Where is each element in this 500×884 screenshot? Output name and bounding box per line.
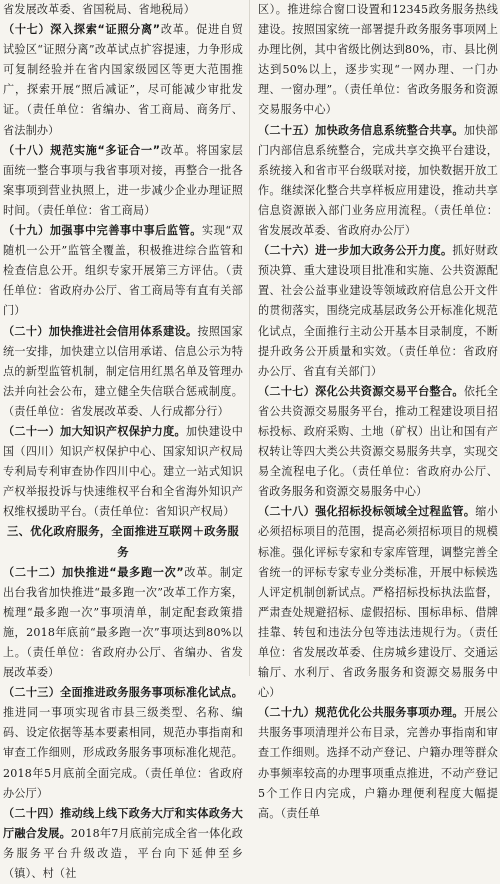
item-29-heading: （二十九）规范优化公共服务事项办理。 — [258, 706, 464, 720]
item-27-heading: （二十七）深化公共资源交易平台整合。 — [258, 384, 464, 398]
item-19-body: 实现“双随机一公开”监管全覆盖，积极推进综合监管和检查信息公开。组织专家开展第三方评估。（责任单位：省政府办公厅、省工商局等有直有关部门） — [3, 224, 243, 318]
item-29-body: 开展公共服务事项清理并公布目录，完善办事指南和审查工作细则。选择不动产登记、户籍办理等群众办事频率较高的办理事项重点推进，不动产登记5个工作日内完成，户籍办理便利程度大幅提高。（责任单 — [258, 706, 498, 820]
paragraph-item-18 — [3, 141, 243, 221]
paragraph-item-24 — [3, 804, 243, 884]
right-column — [258, 0, 498, 820]
item-20-heading: （二十）加快推进社会信用体系建设。 — [3, 324, 198, 338]
paragraph-item-22 — [3, 563, 243, 684]
paragraph-item-17 — [3, 20, 243, 141]
paragraph-item-26 — [258, 241, 498, 382]
item-18-body: 改革。将国家层面统一整合事项与我省事项对接，再整合一批各案事项到营业执照上，进一步减少企业办理证照时间。（责任单位：省工商局） — [3, 143, 244, 217]
item-21-body: 加快建设中国（四川）知识产权保护中心、国家知识产权局专利局专利审查协作四川中心。建立一站式知识产权举报投诉与快速维权平台和全省海外知识产权维权援助平台。（责任单位：省知识产权局） — [3, 424, 243, 519]
item-23-body: 推进同一事项实现省市县三级类型、名称、编码、设定依据等基本要素相同，规范办事指南和审查工作细则，形成政务服务事项标准化规范。2018年5月底前全面完成。（责任单位：省政府办公厅） — [3, 706, 243, 800]
item-21-heading: （二十一）加大知识产权保护力度。 — [3, 424, 186, 438]
item-19-heading: （十九）加强事中完善事中事后监管。 — [3, 224, 202, 238]
item-28-heading: （二十八）强化招标投标领域全过程监管。 — [258, 505, 476, 519]
paragraph-item-28 — [258, 502, 498, 703]
item-25-body: 加快部门内部信息系统整合，完成共享交换平台建设，系统接入和省市平台级联对接，加快数据开放工作。继续深化整合共享样板应用建设，推动共享信息资源嵌入部门业务应用流程。（责任单位：省发展改革委、省政府办公厅） — [258, 123, 498, 238]
item-24-body: 2018年7月底前完成全省一体化政务服务平台升级改造，平台向下延伸至乡（镇）、村（社 — [3, 826, 244, 881]
item-25-heading: （二十五）加快政务信息系统整合共享。 — [258, 123, 464, 137]
paragraph-item-25 — [258, 121, 498, 242]
item-17-heading: （十七）深入探索“证照分离” — [3, 23, 161, 37]
paragraph-continuation: 省发展改革委、省国税局、省地税局） — [3, 3, 195, 16]
paragraph-item-21 — [3, 422, 243, 522]
item-23-heading: （二十三）全面推进政务服务事项标准化试点。 — [3, 686, 243, 700]
paragraph-item-27 — [258, 382, 498, 503]
item-22-heading: （二十二）加快推进“最多跑一次” — [3, 565, 184, 579]
item-26-heading: （二十六）进一步加大政务公开力度。 — [258, 244, 453, 258]
item-17-body: 改革。促进自贸试验区“证照分离”改革试点扩容提速，力争形成可复制经验并在省内国家级园区等更大范围推广，探索开展“照后减证”，尽可能减少审批发证。（责任单位：省编办、省工商局、商务厅、省法制办） — [3, 23, 244, 137]
section-heading-3: 三、优化政府服务，全面推进互联网＋政务服务 — [7, 525, 239, 559]
paragraph-item-20 — [3, 322, 243, 422]
paragraph-item-24-continued: 区）。推进综合窗口设置和12345政务服务热线建设。按照国家统一部署提升政务服务事项网上办理比例，其中省级比例达到80%，市、县比例达到50%以上，逐步实现“一网办理、一门办理、一窗办理”。（责任单位：省政务服务和资源交易服务中心） — [258, 3, 498, 117]
item-28-body: 缩小必须招标项目的范围，提高必须招标项目的规模标准。强化评标专家和专家库管理，调整完善全省统一的评标专家专业分类标准，开展中标候选人评定机制创新试点。严格招标投标执法监督，严肃查处规避招标、虚假招标、围标串标、借牌挂靠、转包和违法分包等违法违规行为。（责任单位：省发展改革委、住房城乡建设厅、交通运输厅、水利厅、省政务服务和资源交易服务中心） — [258, 505, 498, 700]
item-27-body: 依托全省公共资源交易服务平台，推动工程建设项目招标投标、政府采购、土地（矿权）出让和国有产权转让等四大类公共资源交易服务共享，实现交易全流程电子化。（责任单位：省政府办公厅、省政务服务和资源交易服务中心） — [258, 384, 498, 499]
paragraph-item-23 — [3, 683, 243, 804]
left-column — [3, 0, 244, 881]
item-20-body: 按照国家统一安排，加快建立以信用承诺、信息公示为特点的新型监管机制，制定信用红黑名单及管理办法并向社会公布，建立健全失信联合惩戒制度。（责任单位：省发展改革委、人行成都分行） — [3, 324, 243, 418]
item-22-body: 改革。制定出台我省加快推进“最多跑一次”改革工作方案，梳理“最多跑一次”事项清单，制定配套政策措施，2018年底前“最多跑一次”事项达到80%以上。（责任单位：省政府办公厅、省编办、省发展改革委） — [3, 565, 243, 680]
item-18-heading: （十八）规范实施“多证合一” — [3, 143, 161, 157]
column-divider — [249, 0, 250, 676]
paragraph-item-29 — [258, 703, 498, 824]
item-26-body: 抓好财政预决算、重大建设项目批准和实施、公共资源配置、社会公益事业建设等领域政府信息公开文件的贯彻落实，围绕完成基层政务公开标准化规范化试点，全面推行主动公开基本目录制度，不断提升政务公开质量和实效。（责任单位：省政府办公厅、省直有关部门） — [258, 244, 498, 378]
paragraph-item-19 — [3, 221, 243, 321]
item-24-heading: （二十四）推动线上线下政务大厅和实体政务大厅融合发展。 — [3, 806, 243, 840]
